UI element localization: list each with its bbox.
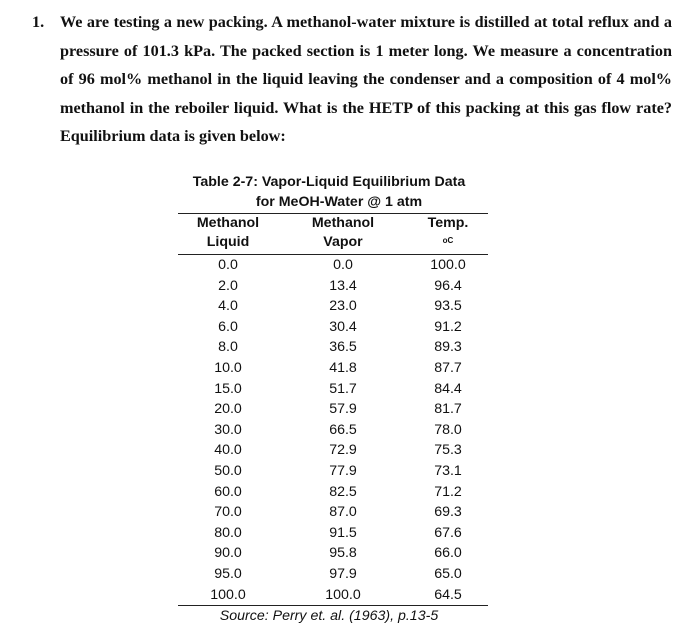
cell-temp: 84.4 bbox=[434, 380, 462, 397]
table-row bbox=[178, 461, 488, 482]
cell-vapor: 23.0 bbox=[329, 298, 357, 315]
cell-liquid: 95.0 bbox=[214, 565, 242, 582]
cell-liquid: 0.0 bbox=[218, 257, 238, 273]
cell-vapor: 41.8 bbox=[329, 359, 357, 376]
header-line: Liquid bbox=[206, 234, 250, 250]
cell-liquid: 20.0 bbox=[214, 401, 242, 418]
cell-vapor: 91.5 bbox=[329, 524, 357, 541]
cell-liquid: 40.0 bbox=[214, 442, 242, 459]
cell-liquid: 30.0 bbox=[214, 421, 242, 438]
cell-temp: 65.0 bbox=[434, 565, 462, 582]
cell-liquid: 6.0 bbox=[218, 318, 238, 335]
table-caption-line2: for MeOH-Water @ 1 atm bbox=[255, 194, 423, 210]
cell-liquid: 15.0 bbox=[214, 380, 242, 397]
cell-vapor: 77.9 bbox=[329, 462, 357, 479]
cell-liquid: 80.0 bbox=[214, 524, 242, 541]
cell-temp: 66.0 bbox=[434, 545, 462, 562]
table-row bbox=[178, 399, 488, 420]
cell-temp: 73.1 bbox=[434, 462, 462, 479]
cell-liquid: 10.0 bbox=[214, 359, 242, 376]
table-row bbox=[178, 420, 488, 441]
cell-temp: 93.5 bbox=[434, 298, 462, 315]
header-methanol-vapor bbox=[278, 214, 408, 255]
header-line: Vapor bbox=[323, 234, 363, 250]
table-row bbox=[178, 502, 488, 523]
table-header-row bbox=[178, 214, 488, 255]
cell-liquid: 8.0 bbox=[218, 339, 238, 356]
header-temperature bbox=[408, 214, 488, 255]
problem-text: We are testing a new packing. A methanol-water mixture is distilled at total reflux and a pressure of 101.3 kPa. The packed section is 1 meter long. We measure a concentration of 96 mol% methanol in the liquid leaving the condenser and a composition of 4 mol% methanol in the reboiler liquid. What is the HETP of this packing at this gas flow rate? Equilibrium data is given below: bbox=[60, 13, 672, 146]
cell-vapor: 36.5 bbox=[329, 339, 357, 356]
table-row bbox=[178, 276, 488, 297]
table-row bbox=[178, 255, 488, 276]
cell-vapor: 100.0 bbox=[278, 585, 408, 606]
cell-liquid: 60.0 bbox=[214, 483, 242, 500]
cell-vapor: 57.9 bbox=[329, 401, 357, 418]
table-row bbox=[178, 482, 488, 503]
cell-temp: 78.0 bbox=[434, 421, 462, 438]
cell-vapor: 30.4 bbox=[329, 318, 357, 335]
vle-table-block bbox=[178, 172, 488, 626]
header-methanol-liquid bbox=[178, 214, 278, 255]
cell-vapor: 51.7 bbox=[329, 380, 357, 397]
cell-vapor: 95.8 bbox=[329, 545, 357, 562]
cell-liquid: 4.0 bbox=[218, 298, 238, 315]
cell-vapor: 97.9 bbox=[329, 565, 357, 582]
cell-vapor: 66.5 bbox=[329, 421, 357, 438]
cell-temp: 96.4 bbox=[434, 277, 462, 294]
cell-temp: 69.3 bbox=[434, 504, 462, 521]
table-row bbox=[178, 543, 488, 564]
cell-vapor: 13.4 bbox=[329, 277, 357, 294]
cell-temp: 64.5 bbox=[408, 585, 488, 606]
table-row bbox=[178, 440, 488, 461]
cell-liquid: 50.0 bbox=[214, 462, 242, 479]
cell-vapor: 87.0 bbox=[329, 504, 357, 521]
table-row bbox=[178, 564, 488, 585]
cell-temp: 67.6 bbox=[434, 524, 462, 541]
vle-table bbox=[178, 214, 488, 606]
cell-vapor: 0.0 bbox=[333, 257, 353, 273]
cell-temp: 89.3 bbox=[434, 339, 462, 356]
header-line: Methanol bbox=[311, 215, 375, 231]
table-row bbox=[178, 358, 488, 379]
table-row bbox=[178, 523, 488, 544]
table-body bbox=[178, 255, 488, 606]
problem-number: 1. bbox=[32, 13, 45, 31]
cell-temp: 87.7 bbox=[434, 359, 462, 376]
cell-liquid: 100.0 bbox=[178, 585, 278, 606]
header-line: Temp. bbox=[427, 215, 469, 231]
cell-liquid: 90.0 bbox=[214, 545, 242, 562]
header-line: Methanol bbox=[196, 215, 260, 231]
table-source: Source: Perry et. al. (1963), p.13-5 bbox=[219, 608, 439, 625]
cell-vapor: 72.9 bbox=[329, 442, 357, 459]
cell-temp: 81.7 bbox=[434, 401, 462, 418]
table-row bbox=[178, 379, 488, 400]
table-row bbox=[178, 585, 488, 606]
cell-vapor: 82.5 bbox=[329, 483, 357, 500]
table-row bbox=[178, 317, 488, 338]
cell-temp: 100.0 bbox=[430, 257, 466, 273]
cell-temp: 75.3 bbox=[434, 442, 462, 459]
cell-temp: 91.2 bbox=[434, 318, 462, 335]
cell-liquid: 2.0 bbox=[218, 277, 238, 294]
table-row bbox=[178, 337, 488, 358]
table-caption-line1: Table 2-7: Vapor-Liquid Equilibrium Data bbox=[192, 174, 466, 190]
header-unit: oC bbox=[442, 236, 454, 245]
cell-liquid: 70.0 bbox=[214, 504, 242, 521]
cell-temp: 71.2 bbox=[434, 483, 462, 500]
table-row bbox=[178, 296, 488, 317]
table-caption bbox=[170, 172, 488, 212]
problem-statement bbox=[32, 8, 672, 151]
